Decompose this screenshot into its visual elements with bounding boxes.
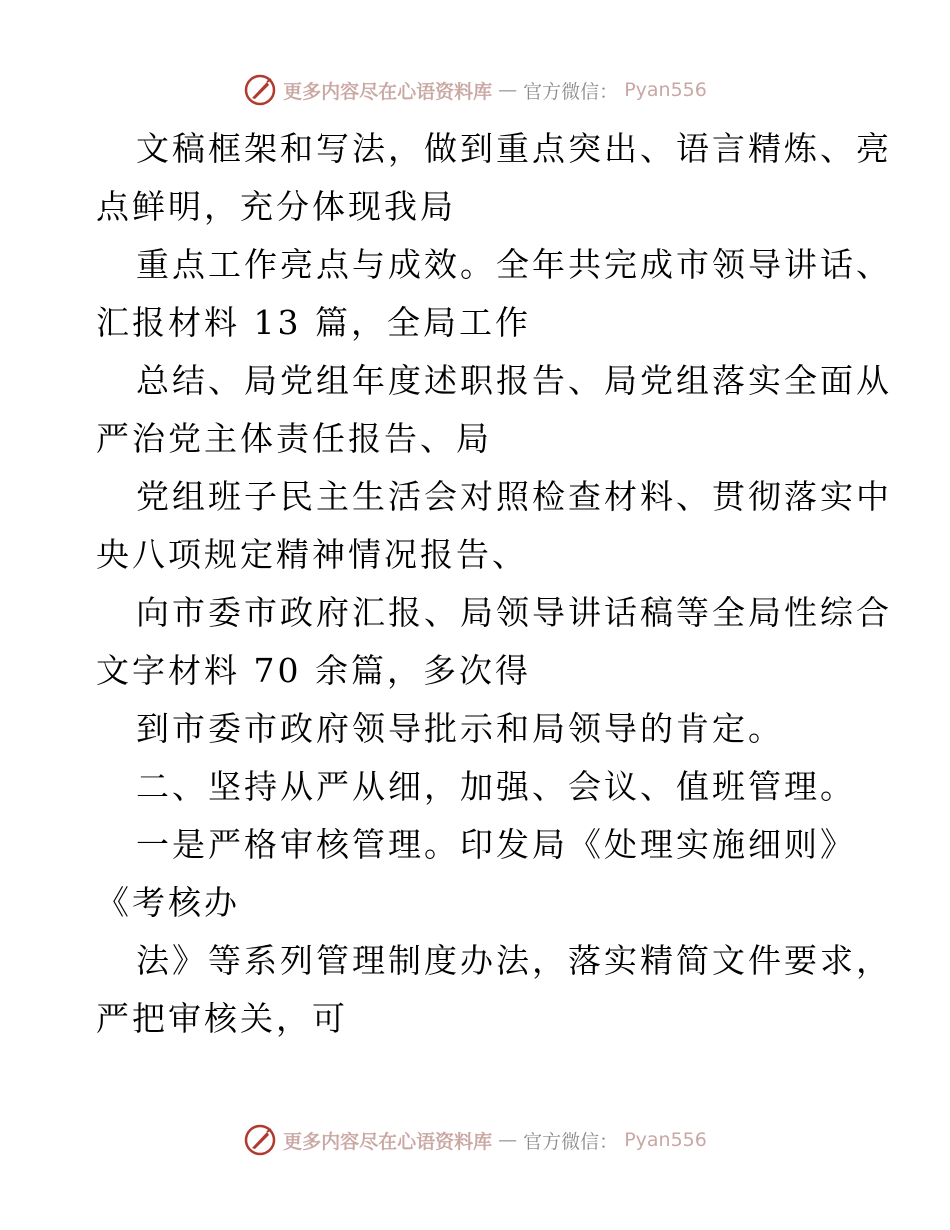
body-line: 文字材料 70 余篇，多次得	[96, 651, 531, 690]
body-line: 二、坚持从严从细，加强、会议、值班管理。	[136, 767, 856, 806]
body-line: 文稿框架和写法，做到重点突出、语言精炼、亮	[136, 129, 892, 168]
watermark-sub-text: 官方微信：	[523, 80, 619, 103]
body-line: 重点工作亮点与成效。全年共完成市领导讲话、	[136, 245, 892, 284]
body-line: 一是严格审核管理。印发局《处理实施细则》	[136, 825, 856, 864]
body-line: 汇报材料 13 篇，全局工作	[96, 303, 531, 342]
body-line: 法》等系列管理制度办法，落实精简文件要求，	[136, 941, 892, 980]
feather-pen-circle-icon	[243, 1123, 277, 1157]
watermark-main-text: 更多内容尽在心语资料库	[283, 80, 493, 103]
watermark-separator: —	[498, 79, 518, 101]
body-line: 到市委市政府领导批示和局领导的肯定。	[136, 709, 784, 748]
body-line: 点鲜明，充分体现我局	[96, 187, 456, 226]
footer-watermark	[0, 1120, 950, 1160]
body-line: 央八项规定精神情况报告、	[96, 535, 528, 574]
body-line: 向市委市政府汇报、局领导讲话稿等全局性综合	[136, 593, 892, 632]
header-watermark	[0, 70, 950, 110]
body-line: 《考核办	[96, 883, 240, 922]
watermark-wechat-id: Pyan556	[624, 79, 707, 101]
body-line: 严治党主体责任报告、局	[96, 419, 492, 458]
watermark-wechat-id: Pyan556	[624, 1129, 707, 1151]
watermark-sub-text: 官方微信：	[523, 1130, 619, 1153]
body-line: 严把审核关，可	[96, 999, 348, 1038]
document-body	[96, 120, 892, 1048]
feather-pen-circle-icon	[243, 73, 277, 107]
watermark-main-text: 更多内容尽在心语资料库	[283, 1130, 493, 1153]
watermark-separator: —	[498, 1129, 518, 1151]
body-line: 总结、局党组年度述职报告、局党组落实全面从	[136, 361, 892, 400]
body-line: 党组班子民主生活会对照检查材料、贯彻落实中	[136, 477, 892, 516]
